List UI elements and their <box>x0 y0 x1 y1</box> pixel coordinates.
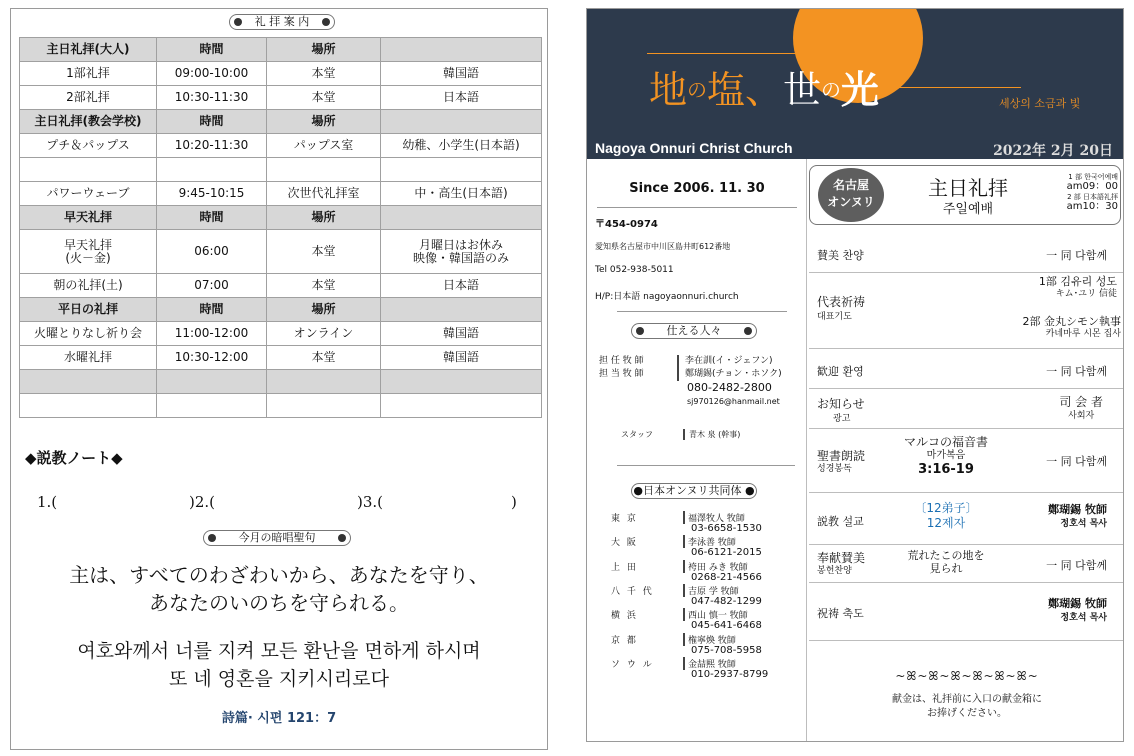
table-cell: 幼稚、小学生(日本語) <box>381 134 542 158</box>
service-times: 1 部 한국어예배 am09：00 2 部 日本語礼拝 am10：30 <box>1066 173 1118 212</box>
table-cell <box>381 158 542 182</box>
table-cell: 09:00-10:00 <box>157 62 267 86</box>
table-cell: プチ＆パップス <box>20 134 157 158</box>
community-city: 横 浜 <box>611 611 638 622</box>
table-cell <box>157 370 267 394</box>
community-item <box>587 633 807 657</box>
table-row <box>20 230 542 274</box>
community-item <box>587 608 807 632</box>
table-cell <box>381 394 542 418</box>
community-title: ●日本オンヌリ共同体 ● <box>631 483 757 499</box>
order-welcome: 歓迎 환영 一 同 다함께 <box>809 349 1124 389</box>
community-pastor: 金喆熙 牧師 <box>683 657 736 670</box>
table-cell: 韓国語 <box>381 346 542 370</box>
table-cell: 時間 <box>157 298 267 322</box>
table-cell: 中・高生(日本語) <box>381 182 542 206</box>
order-notice: お知らせ 광고 司 会 者 사회자 <box>809 389 1124 429</box>
verse-kr-line-2: 또 네 영혼을 지키시리로다 <box>168 668 389 690</box>
right-page <box>586 8 1124 742</box>
banner-line-right <box>887 87 1021 88</box>
service-subtitle: 주일예배 <box>942 202 994 217</box>
table-cell: 本堂 <box>267 230 381 274</box>
table-row <box>20 86 542 110</box>
offering-note: 献金は、礼拝前に入口の献金箱に お捧げください。 <box>892 694 1042 719</box>
table-cell: 06:00 <box>157 230 267 274</box>
community-pastor: 福澤牧人 牧師 <box>683 511 745 524</box>
table-cell: 日本語 <box>381 86 542 110</box>
table-cell: 平日の礼拝 <box>20 298 157 322</box>
community-item <box>587 657 807 681</box>
table-row <box>20 182 542 206</box>
table-cell: 時間 <box>157 110 267 134</box>
homepage: H/P:日本語 nagoyaonnuri.church <box>595 292 739 302</box>
table-cell: 10:30-12:00 <box>157 346 267 370</box>
table-cell: 時間 <box>157 206 267 230</box>
table-cell: 韓国語 <box>381 322 542 346</box>
pastor-names: 李在訓(イ・ジェフン) 鄭瑚錫(チョン・ホソク) <box>677 355 782 381</box>
note-blank-3: )3.( <box>357 493 384 511</box>
community-tel: 0268-21-4566 <box>691 571 762 583</box>
table-cell: 本堂 <box>267 274 381 298</box>
community-tel: 047-482-1299 <box>691 595 762 607</box>
table-cell: 本堂 <box>267 62 381 86</box>
table-cell <box>157 394 267 418</box>
table-row <box>20 274 542 298</box>
table-cell: 火曜とりなし祈り会 <box>20 322 157 346</box>
ornament-divider: ~ꕤ~ꕤ~ꕤ~ꕤ~ꕤ~ꕤ~ <box>895 669 1039 683</box>
community-city: 八 千 代 <box>611 586 654 597</box>
table-cell <box>381 38 542 62</box>
table-cell: 韓国語 <box>381 62 542 86</box>
worship-guide-title <box>229 14 335 30</box>
table-cell: 2部礼拝 <box>20 86 157 110</box>
table-cell <box>267 394 381 418</box>
community-tel: 075-708-5958 <box>691 644 762 656</box>
table-row <box>20 110 542 134</box>
table-cell <box>381 110 542 134</box>
table-cell: 場所 <box>267 298 381 322</box>
community-city: 京 都 <box>611 635 638 646</box>
telephone: Tel 052-938-5011 <box>595 265 674 275</box>
memory-verse-label: 今月の暗唱聖句 <box>238 531 316 544</box>
order-prayer: 代表祈祷 대표기도 1部 김유리 성도 キム･ユリ 信徒 2部 金丸シモン執事 카네마루 시몬 집사 <box>809 273 1124 349</box>
verse-jp-line-2: あなたのいのちを守られる。 <box>149 591 409 615</box>
sermon-note-title: ◆説教ノート◆ <box>25 449 123 467</box>
verse-korean <box>11 637 547 693</box>
community-tel: 010-2937-8799 <box>691 668 769 680</box>
table-cell: 本堂 <box>267 346 381 370</box>
table-cell: 次世代礼拝室 <box>267 182 381 206</box>
servants-title: 仕える人々 <box>631 323 757 339</box>
table-row <box>20 394 542 418</box>
table-cell: パップス室 <box>267 134 381 158</box>
staff-label: スタッフ <box>621 430 653 439</box>
table-cell <box>157 158 267 182</box>
community-tel: 03-6658-1530 <box>691 523 762 534</box>
table-cell: 時間 <box>157 38 267 62</box>
community-item <box>587 584 807 608</box>
table-cell: 11:00-12:00 <box>157 322 267 346</box>
note-blank-end: ) <box>511 493 517 511</box>
church-badge: 名古屋 オンヌリ <box>818 168 884 222</box>
table-cell <box>267 370 381 394</box>
postal-code: 〒454-0974 <box>595 219 658 230</box>
table-cell: 場所 <box>267 38 381 62</box>
table-row <box>20 62 542 86</box>
table-cell: 場所 <box>267 206 381 230</box>
verse-kr-line-1: 여호와께서 너를 지켜 모든 환난을 면하게 하시며 <box>77 640 481 662</box>
community-city: 東 京 <box>611 514 638 524</box>
note-blank-2: )2.( <box>189 493 216 511</box>
since-date: Since 2006. 11. 30 <box>629 181 765 196</box>
table-cell: 早天礼拝 <box>20 206 157 230</box>
table-row <box>20 206 542 230</box>
verse-japanese <box>11 561 547 617</box>
community-pastor: 西山 慎一 牧師 <box>683 608 748 621</box>
order-praise: 賛美 찬양 一 同 다함께 <box>809 233 1124 273</box>
table-row <box>20 322 542 346</box>
table-cell: 10:20-11:30 <box>157 134 267 158</box>
table-cell <box>20 158 157 182</box>
table-cell: 場所 <box>267 110 381 134</box>
table-row <box>20 346 542 370</box>
table-row <box>20 158 542 182</box>
table-cell: 日本語 <box>381 274 542 298</box>
table-cell: 主日礼拝(教会学校) <box>20 110 157 134</box>
pastor-labels: 担 任 牧 師 担 当 牧 師 <box>599 356 644 379</box>
banner-korean: 세상의 소금과 빛 <box>999 97 1081 110</box>
table-cell: 1部礼拝 <box>20 62 157 86</box>
verse-reference: 詩篇· 시편 121：7 <box>221 711 337 726</box>
banner-slogan: 地$^の$塩、世の光 <box>649 67 880 112</box>
pastor-email: sj970126@hanmail.net <box>687 397 780 406</box>
note-blank-1: 1.( <box>37 493 58 511</box>
community-item <box>587 511 807 535</box>
table-cell: 主日礼拝(大人) <box>20 38 157 62</box>
table-row <box>20 38 542 62</box>
bulletin-date: 2022年 2月 20日 <box>993 143 1113 159</box>
address: 愛知県名古屋市中川区島井町612番地 <box>595 242 731 251</box>
community-city: ソ ウ ル <box>611 659 654 670</box>
staff-name: 青木 泉 (幹事) <box>683 429 740 440</box>
table-cell: オンライン <box>267 322 381 346</box>
community-city: 上 田 <box>611 562 638 573</box>
memory-verse-title <box>203 530 351 546</box>
community-pastor: 李泳善 牧師 <box>683 535 736 548</box>
community-pastor: 権寧煥 牧師 <box>683 633 736 646</box>
table-cell <box>381 370 542 394</box>
service-title: 主日礼拝 <box>928 176 1008 200</box>
table-cell <box>20 394 157 418</box>
community-pastor: 袴田 みき 牧師 <box>683 560 748 573</box>
table-row <box>20 298 542 322</box>
community-pastor: 吉原 学 牧師 <box>683 584 739 597</box>
community-item <box>587 560 807 584</box>
table-cell <box>381 206 542 230</box>
pastor-tel: 080-2482-2800 <box>687 381 772 394</box>
church-name: Nagoya Onnuri Christ Church <box>595 140 793 156</box>
order-offering: 奉献賛美 봉헌찬양 荒れたこの地を 見られ 一 同 다함께 <box>809 545 1124 583</box>
table-cell: 9:45-10:15 <box>157 182 267 206</box>
table-cell: 10:30-11:30 <box>157 86 267 110</box>
worship-guide-label: 礼 拝 案 内 <box>254 15 310 28</box>
table-row <box>20 134 542 158</box>
community-tel: 06-6121-2015 <box>691 547 762 559</box>
title-banner <box>587 9 1123 159</box>
service-header <box>809 165 1121 225</box>
table-cell: 月曜日はお休み 映像・韓国語のみ <box>381 230 542 274</box>
community-city: 大 阪 <box>611 538 638 549</box>
left-page <box>10 8 548 750</box>
order-sermon: 説教 설교 〔12弟子〕 12제자 鄭瑚錫 牧師 정호석 목사 <box>809 493 1124 545</box>
table-cell <box>267 158 381 182</box>
table-cell: 早天礼拝 (火－金) <box>20 230 157 274</box>
table-cell <box>381 298 542 322</box>
table-cell: 本堂 <box>267 86 381 110</box>
order-reading: 聖書朗読 성경봉독 マルコの福音書 마가복음 3:16-19 一 同 다함께 <box>809 429 1124 493</box>
info-column <box>587 159 807 742</box>
banner-line-left <box>647 53 805 54</box>
table-cell: 水曜礼拝 <box>20 346 157 370</box>
order-blessing: 祝祷 축도 鄭瑚錫 牧師 정호석 목사 <box>809 583 1124 641</box>
verse-jp-line-1: 主は、すべてのわざわいから、あなたを守り、 <box>69 563 489 587</box>
table-cell: 朝の礼拝(土) <box>20 274 157 298</box>
table-row <box>20 370 542 394</box>
community-tel: 045-641-6468 <box>691 620 762 632</box>
community-item <box>587 535 807 559</box>
table-cell: 07:00 <box>157 274 267 298</box>
table-cell: パワーウェーブ <box>20 182 157 206</box>
table-cell <box>20 370 157 394</box>
worship-schedule-table <box>19 37 542 418</box>
